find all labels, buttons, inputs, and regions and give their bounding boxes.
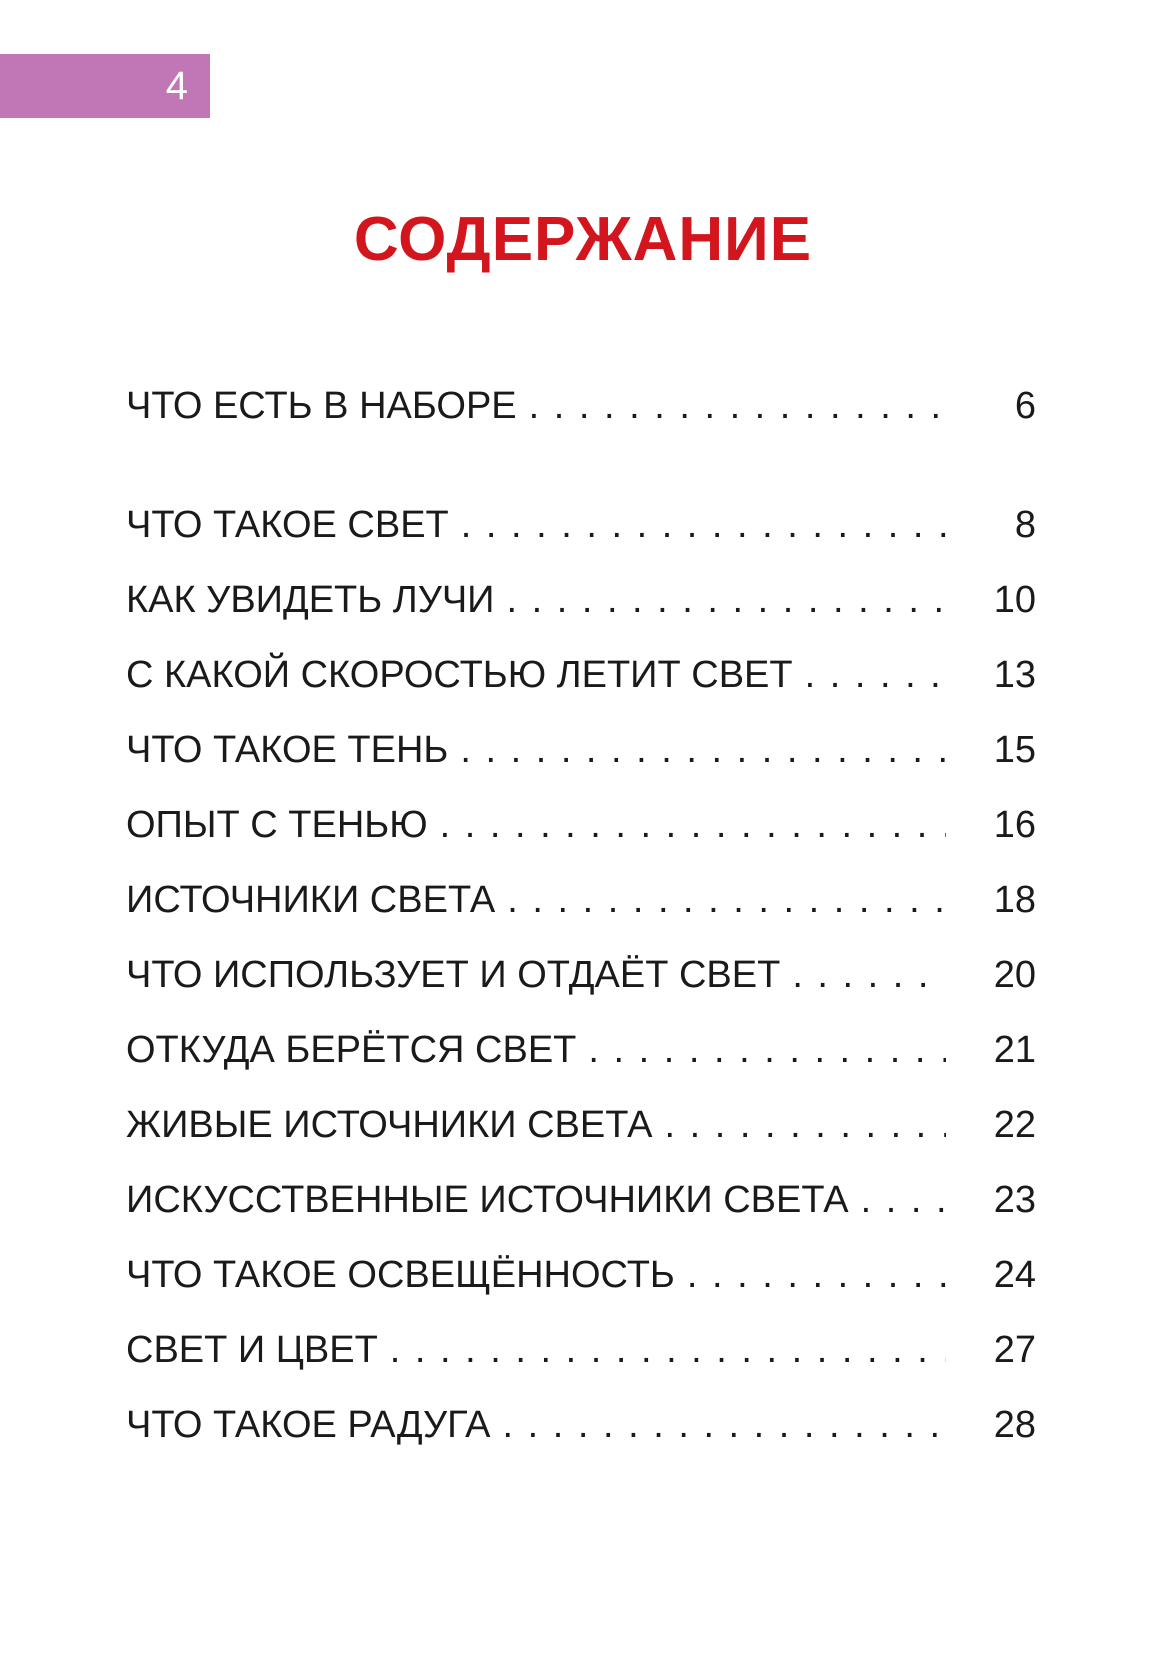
toc-entry-label: СВЕТ И ЦВЕТ: [126, 1329, 378, 1371]
toc-entry[interactable]: [126, 647, 1036, 703]
toc-entry-label: ЧТО ТАКОЕ ОСВЕЩЁННОСТЬ: [126, 1254, 675, 1296]
toc-entry-label: ЧТО ИСПОЛЬЗУЕТ И ОТДАЁТ СВЕТ: [126, 954, 781, 996]
toc-entry[interactable]: [126, 872, 1036, 928]
toc-entry-page: 10: [993, 579, 1036, 621]
toc-entry-label: ОПЫТ С ТЕНЬЮ: [126, 804, 428, 846]
toc-entry-label: ЧТО ЕСТЬ В НАБОРЕ: [126, 385, 517, 427]
toc-entry-page: 13: [993, 654, 1036, 696]
toc-entry[interactable]: [126, 1022, 1036, 1078]
dot-leader: [805, 647, 946, 703]
toc-entry[interactable]: [126, 797, 1036, 853]
toc-entry-label: КАК УВИДЕТЬ ЛУЧИ: [126, 579, 495, 621]
toc-entry[interactable]: [126, 947, 1036, 1003]
toc-entry[interactable]: [126, 378, 1036, 434]
toc-entry-page: 23: [993, 1179, 1036, 1221]
toc-entry-label: ЧТО ТАКОЕ СВЕТ: [126, 504, 449, 546]
toc-entry-label: ЖИВЫЕ ИСТОЧНИКИ СВЕТА: [126, 1104, 653, 1146]
dot-leader: [461, 497, 946, 553]
toc-entry-page: 28: [993, 1404, 1036, 1446]
dot-leader: [506, 572, 946, 628]
page-number: 4: [165, 64, 188, 108]
toc-entry-page: 20: [993, 954, 1036, 996]
toc-entry-page: 16: [993, 804, 1036, 846]
toc-entry-page: 8: [1014, 504, 1036, 546]
toc-entry-page: 22: [993, 1104, 1036, 1146]
toc-entry-label: С КАКОЙ СКОРОСТЬЮ ЛЕТИТ СВЕТ: [126, 654, 793, 696]
dot-leader: [687, 1247, 946, 1303]
toc-entry[interactable]: [126, 1172, 1036, 1228]
dot-leader: [861, 1172, 946, 1228]
toc-entry[interactable]: [126, 1247, 1036, 1303]
toc-entry-page: 15: [993, 729, 1036, 771]
toc-entry-label: ОТКУДА БЕРЁТСЯ СВЕТ: [126, 1029, 577, 1071]
toc-entry-page: 27: [993, 1329, 1036, 1371]
toc-entry[interactable]: [126, 722, 1036, 778]
toc-entry-label: ЧТО ТАКОЕ РАДУГА: [126, 1404, 491, 1446]
toc-entry[interactable]: [126, 497, 1036, 553]
toc-entry-label: ИСТОЧНИКИ СВЕТА: [126, 879, 496, 921]
dot-leader: [507, 872, 946, 928]
dot-leader: [665, 1097, 946, 1153]
toc-entry-page: 18: [993, 879, 1036, 921]
dot-leader: [390, 1322, 946, 1378]
toc-entry[interactable]: [126, 1097, 1036, 1153]
toc-entry-label: ИСКУССТВЕННЫЕ ИСТОЧНИКИ СВЕТА: [126, 1179, 849, 1221]
dot-leader: [588, 1022, 946, 1078]
table-of-contents: [126, 0, 1036, 1654]
toc-entry-page: 6: [1014, 385, 1036, 427]
dot-leader: [503, 1397, 946, 1453]
toc-entry-label: ЧТО ТАКОЕ ТЕНЬ: [126, 729, 449, 771]
page-title: СОДЕРЖАНИЕ: [353, 205, 813, 274]
toc-entry-page: 21: [993, 1029, 1036, 1071]
dot-leader: [792, 947, 946, 1003]
toc-entry[interactable]: [126, 1322, 1036, 1378]
dot-leader: [440, 797, 946, 853]
toc-entry[interactable]: [126, 1397, 1036, 1453]
dot-leader: [460, 722, 946, 778]
dot-leader: [529, 378, 946, 434]
toc-entry-page: 24: [993, 1254, 1036, 1296]
toc-entry[interactable]: [126, 572, 1036, 628]
